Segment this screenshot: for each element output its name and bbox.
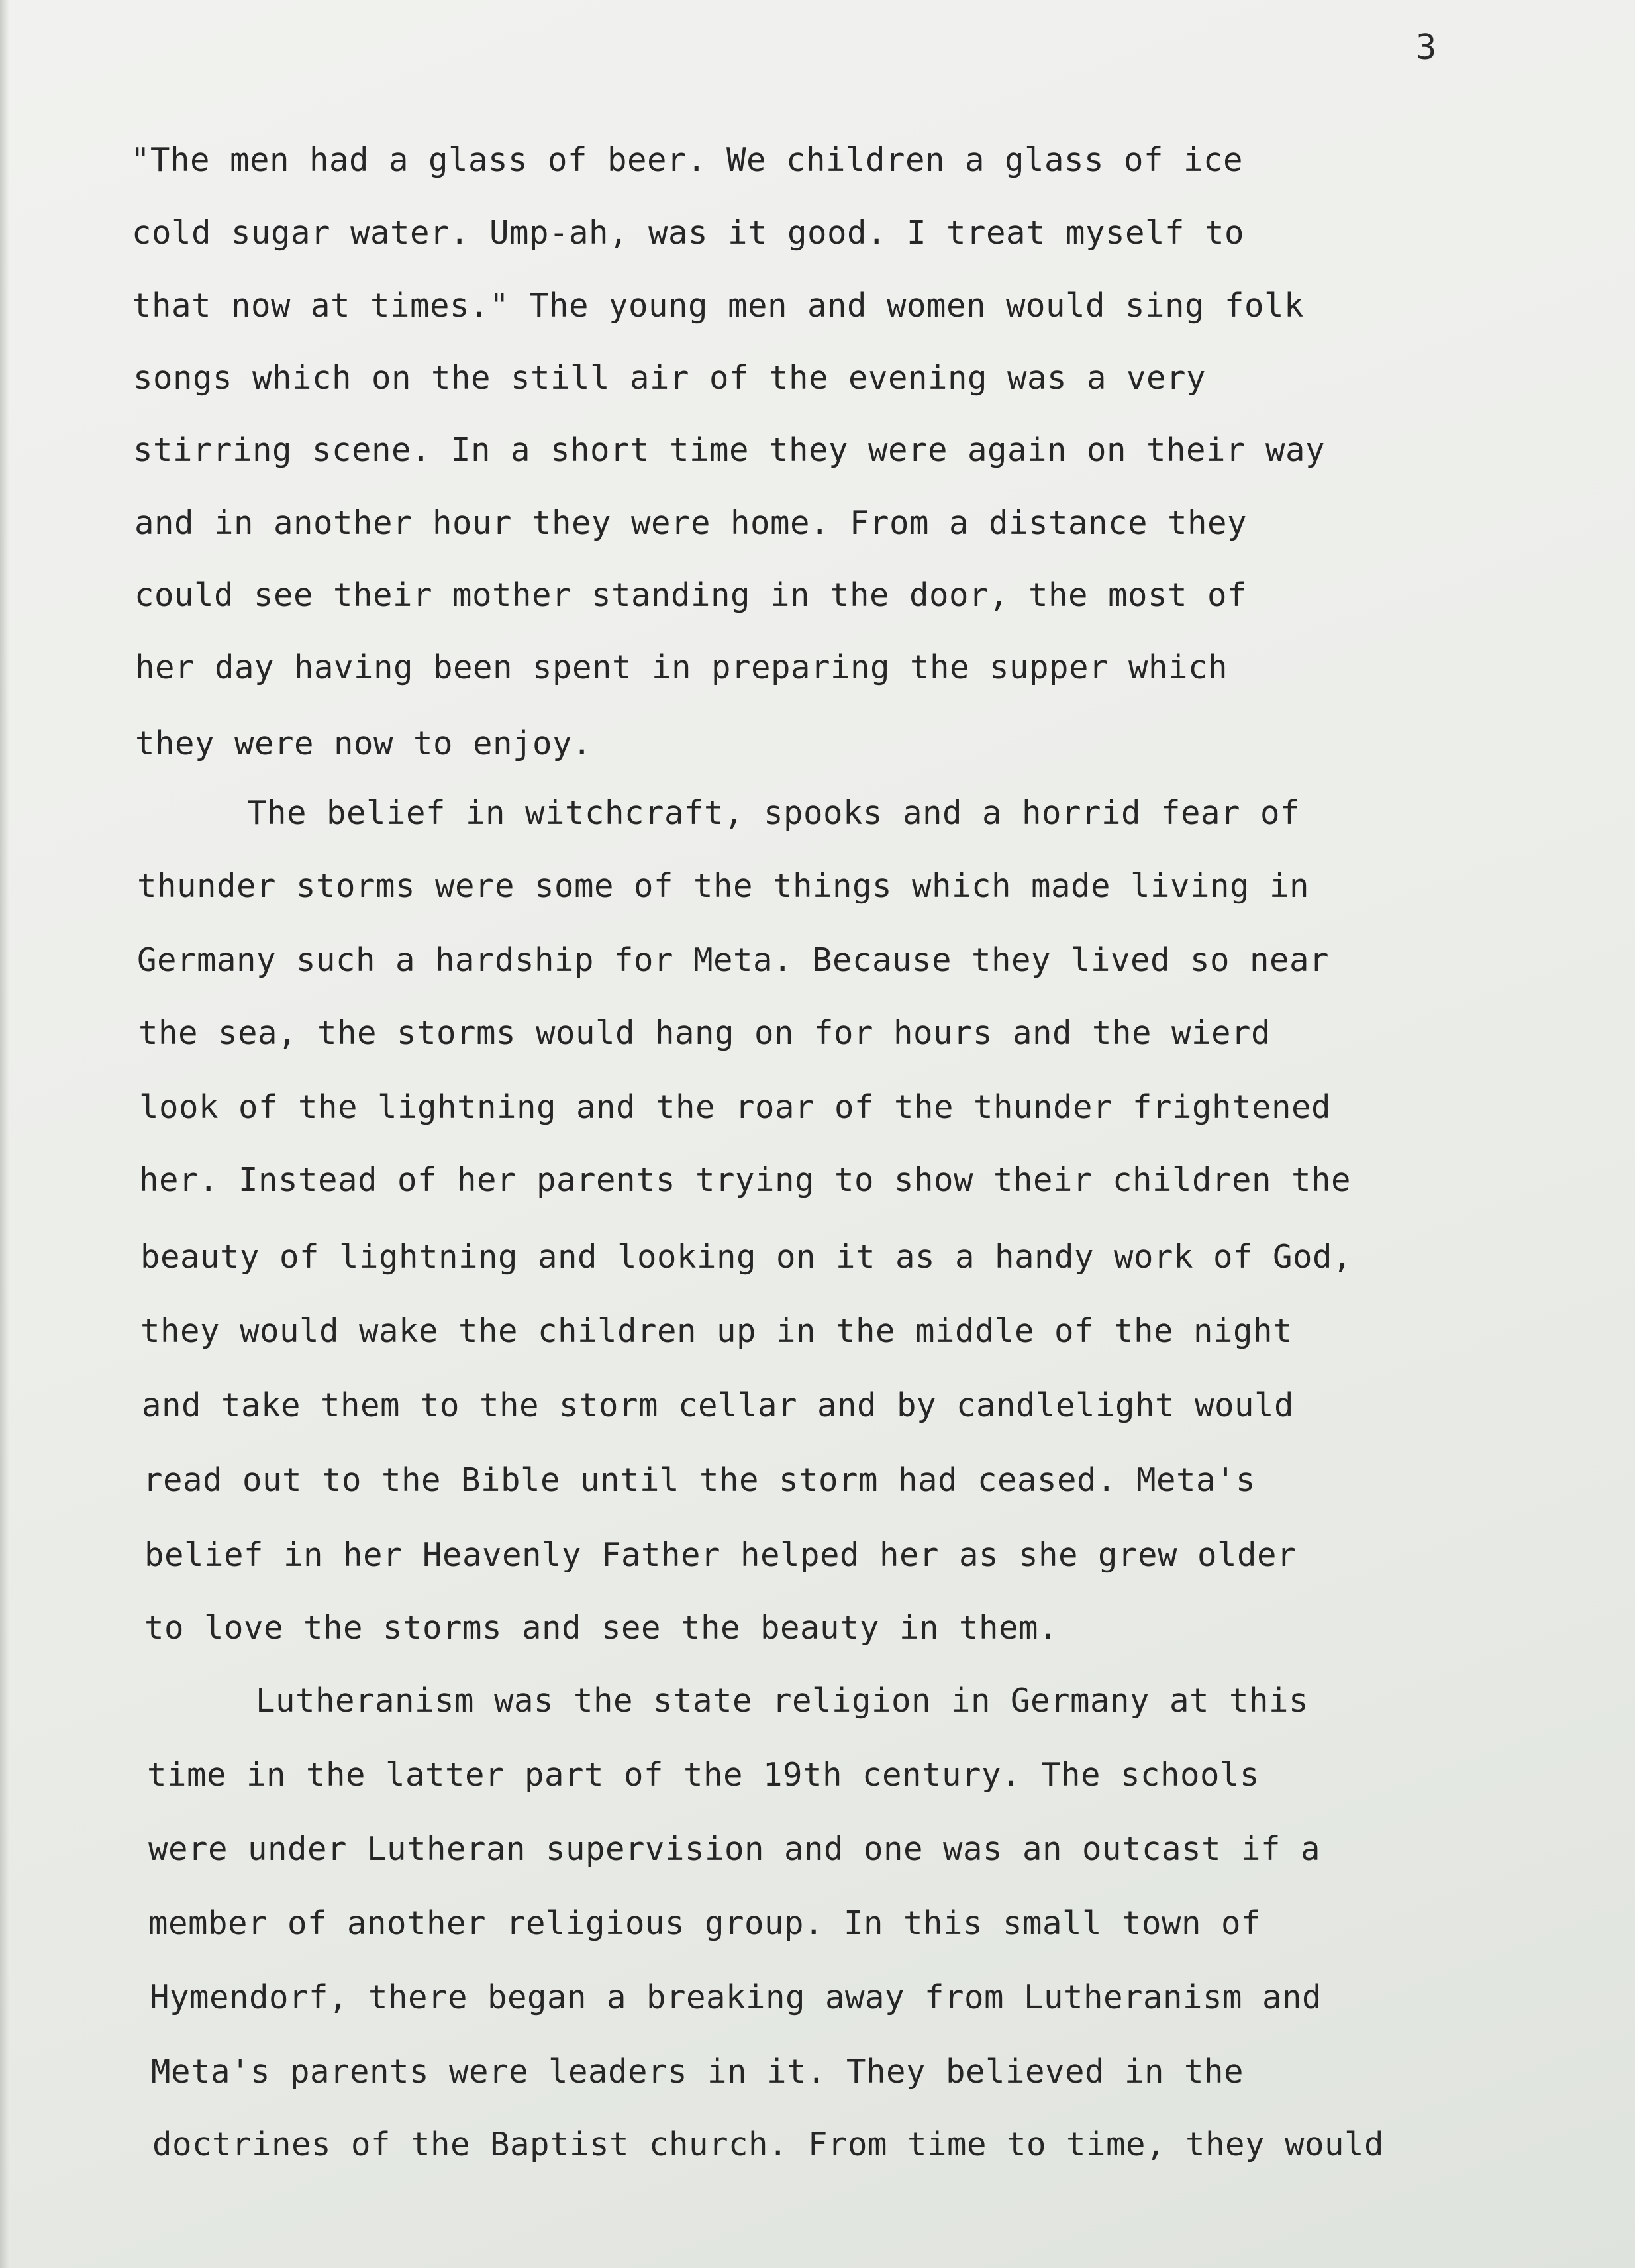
text-line: and in another hour they were home. From a distance they — [134, 504, 1248, 542]
text-line: belief in her Heavenly Father helped her as she grew older — [144, 1536, 1297, 1574]
text-line: they were now to enjoy. — [135, 725, 593, 762]
paragraph-start-line: The belief in witchcraft, spooks and a horrid fear of — [247, 794, 1301, 832]
text-line: that now at times." The young men and women would sing folk — [132, 287, 1305, 325]
text-line: look of the lightning and the roar of the thunder frightened — [139, 1088, 1332, 1126]
text-line: thunder storms were some of the things which made living in — [137, 867, 1310, 905]
text-line: read out to the Bible until the storm had ceased. Meta's — [143, 1461, 1256, 1499]
text-line: time in the latter part of the 19th century. The schools — [147, 1756, 1260, 1794]
text-line: Meta's parents were leaders in it. They believed in the — [151, 2053, 1244, 2090]
text-line: "The men had a glass of beer. We children a glass of ice — [130, 141, 1244, 179]
text-line: her. Instead of her parents trying to show their children the — [139, 1161, 1352, 1199]
text-line: Hymendorf, there began a breaking away from Lutheranism and — [150, 1979, 1322, 2016]
text-line: doctrines of the Baptist church. From time to time, they would — [152, 2126, 1385, 2163]
text-line: stirring scene. In a short time they were again on their way — [133, 431, 1326, 469]
paragraph-start-line: Lutheranism was the state religion in Germany at this — [256, 1682, 1309, 1720]
page-number: 3 — [1416, 28, 1437, 68]
text-line: Germany such a hardship for Meta. Because they lived so near — [137, 941, 1330, 979]
text-line: could see their mother standing in the door, the most of — [134, 576, 1248, 614]
text-line: her day having been spent in preparing the supper which — [135, 648, 1228, 686]
text-line: the sea, the storms would hang on for hours and the wierd — [138, 1014, 1271, 1052]
text-line: beauty of lightning and looking on it as a handy work of God, — [140, 1238, 1353, 1276]
text-line: songs which on the still air of the evening was a very — [133, 359, 1207, 397]
text-line: were under Lutheran supervision and one was an outcast if a — [148, 1830, 1321, 1868]
text-line: to love the storms and see the beauty in them. — [144, 1609, 1059, 1647]
text-line: cold sugar water. Ump-ah, was it good. I treat myself to — [132, 214, 1245, 252]
text-line: and take them to the storm cellar and by candlelight would — [142, 1386, 1295, 1424]
text-line: they would wake the children up in the middle of the night — [140, 1312, 1293, 1350]
text-line: member of another religious group. In this small town of — [148, 1904, 1262, 1942]
